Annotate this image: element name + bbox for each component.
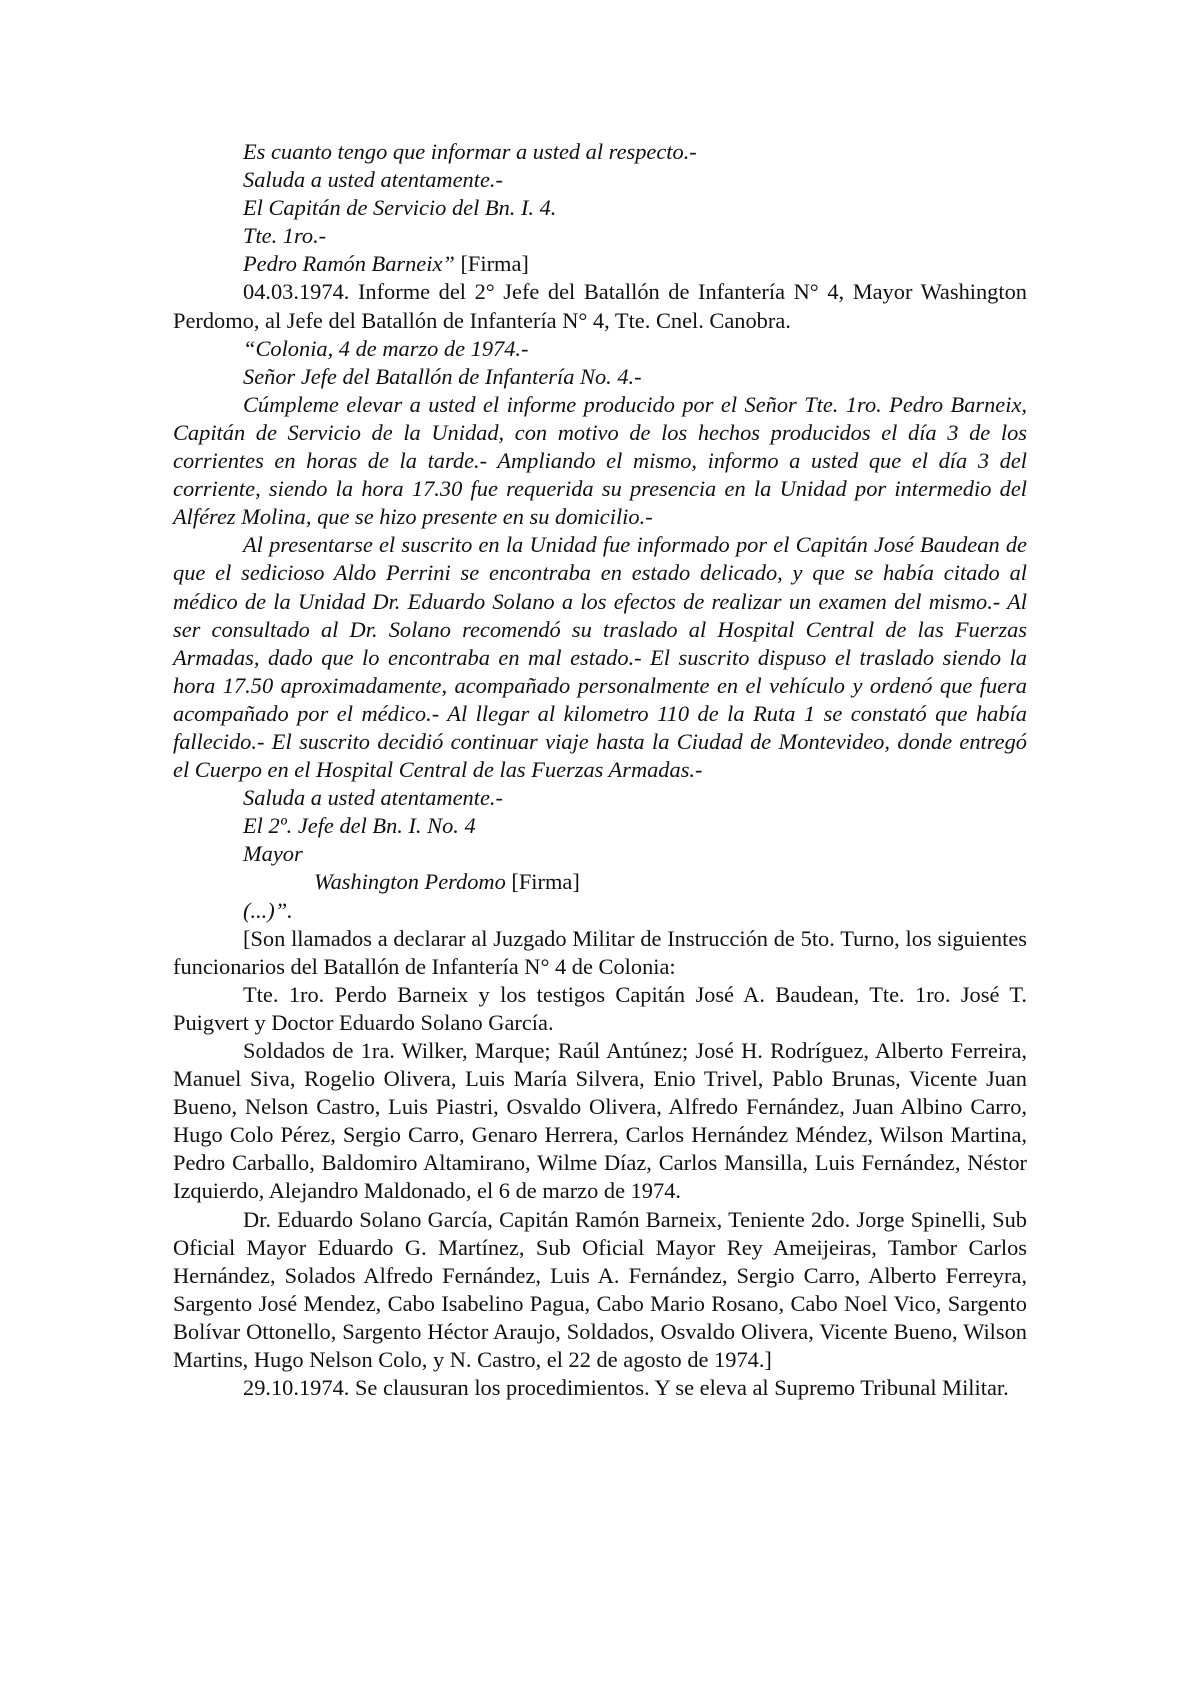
report-paragraph: Cúmpleme elevar a usted el informe producido por el Señor Tte. 1ro. Pedro Barneix, Capitán de Servicio de la Unidad, con motivo de los hechos producidos el día 3 de los corrientes en horas de la tarde.- Ampliando el mismo, informo a usted que el día 3 del corriente, siendo la hora 17.30 fue requerida su presencia en la Unidad por intermedio del Alférez Molina, que se hizo presente en su domicilio.-: [173, 391, 1027, 530]
document-page: [173, 138, 1027, 1402]
signature-name: Pedro Ramón Barneix”: [243, 251, 455, 277]
report-signature-name: Washington Perdomo: [314, 869, 506, 895]
addressee: Señor Jefe del Batallón de Infantería No. 4.-: [243, 363, 642, 389]
entry-heading: 04.03.1974. Informe del 2° Jefe del Batallón de Infantería N° 4, Mayor Washington Perdomo, al Jefe del Batallón de Infantería N° 4, Tte. Cnel. Canobra.: [173, 279, 1027, 333]
closing-role: El Capitán de Servicio del Bn. I. 4.: [243, 195, 557, 221]
signature-line: [173, 250, 1027, 278]
closing-rank: Tte. 1ro.-: [243, 223, 327, 249]
declarations-intro: [Son llamados a declarar al Juzgado Militar de Instrucción de 5to. Turno, los siguientes funcionarios del Batallón de Infantería N° 4 de Colonia:: [173, 925, 1027, 979]
declarations-group: Dr. Eduardo Solano García, Capitán Ramón Barneix, Teniente 2do. Jorge Spinelli, Sub Oficial Mayor Eduardo G. Martínez, Sub Oficial Mayor Rey Ameijeiras, Tambor Carlos Hernández, Solados Alfredo Fernández, Luis A. Fernández, Sergio Carro, Alberto Ferreyra, Sargento José Mendez, Cabo Isabelino Pagua, Cabo Mario Rosano, Cabo Noel Vico, Sargento Bolívar Ottonello, Sargento Héctor Araujo, Soldados, Osvaldo Olivera, Vicente Bueno, Wilson Martins, Hugo Nelson Colo, y N. Castro, el 22 de agosto de 1974.]: [173, 1206, 1027, 1373]
declarations-group: Tte. 1ro. Perdo Barneix y los testigos Capitán José A. Baudean, Tte. 1ro. José T. Puigvert y Doctor Eduardo Solano García.: [173, 981, 1027, 1035]
declarations-group: Soldados de 1ra. Wilker, Marque; Raúl Antúnez; José H. Rodríguez, Alberto Ferreira, Manuel Siva, Rogelio Olivera, Luis María Silvera, Enio Trivel, Pablo Brunas, Vicente Juan Bueno, Nelson Castro, Luis Piastri, Osvaldo Olivera, Alfredo Fernández, Juan Albino Carro, Hugo Colo Pérez, Sergio Carro, Genaro Herrera, Carlos Hernández Méndez, Wilson Martina, Pedro Carballo, Baldomiro Altamirano, Wilme Díaz, Carlos Mansilla, Luis Fernández, Néstor Izquierdo, Alejandro Maldonado, el 6 de marzo de 1974.: [173, 1038, 1027, 1204]
signature-mark: [Firma]: [460, 251, 529, 277]
closure-entry: 29.10.1974. Se clausuran los procedimientos. Y se eleva al Supremo Tribunal Militar.: [243, 1375, 1009, 1401]
report-paragraph: Al presentarse el suscrito en la Unidad fue informado por el Capitán José Baudean de que el sedicioso Aldo Perrini se encontraba en estado delicado, y que se había citado al médico de la Unidad Dr. Eduardo Solano a los efectos de realizar un examen del mismo.- Al ser consultado al Dr. Solano recomendó su traslado al Hospital Central de las Fuerzas Armadas, dado que lo encontraba en mal estado.- El suscrito dispuso el traslado siendo la hora 17.50 aproximadamente, acompañado personalmente en el vehículo y ordenó que fuera acompañado por el médico.- Al llegar al kilometro 110 de la Ruta 1 se constató que había fallecido.- El suscrito decidió continuar viaje hasta la Ciudad de Montevideo, donde entregó el Cuerpo en el Hospital Central de las Fuerzas Armadas.-: [173, 532, 1027, 783]
report-role: El 2º. Jefe del Bn. I. No. 4: [243, 813, 476, 839]
report-signature-line: [173, 868, 1027, 896]
report-signature-mark: [Firma]: [511, 869, 580, 895]
closing-salutation: Saluda a usted atentamente.-: [243, 167, 503, 193]
closing-line: Es cuanto tengo que informar a usted al respecto.-: [243, 139, 697, 164]
ellipsis: (...)”.: [243, 897, 293, 923]
report-salutation: Saluda a usted atentamente.-: [243, 785, 503, 811]
place-date: “Colonia, 4 de marzo de 1974.-: [243, 335, 529, 361]
report-rank: Mayor: [243, 841, 303, 867]
